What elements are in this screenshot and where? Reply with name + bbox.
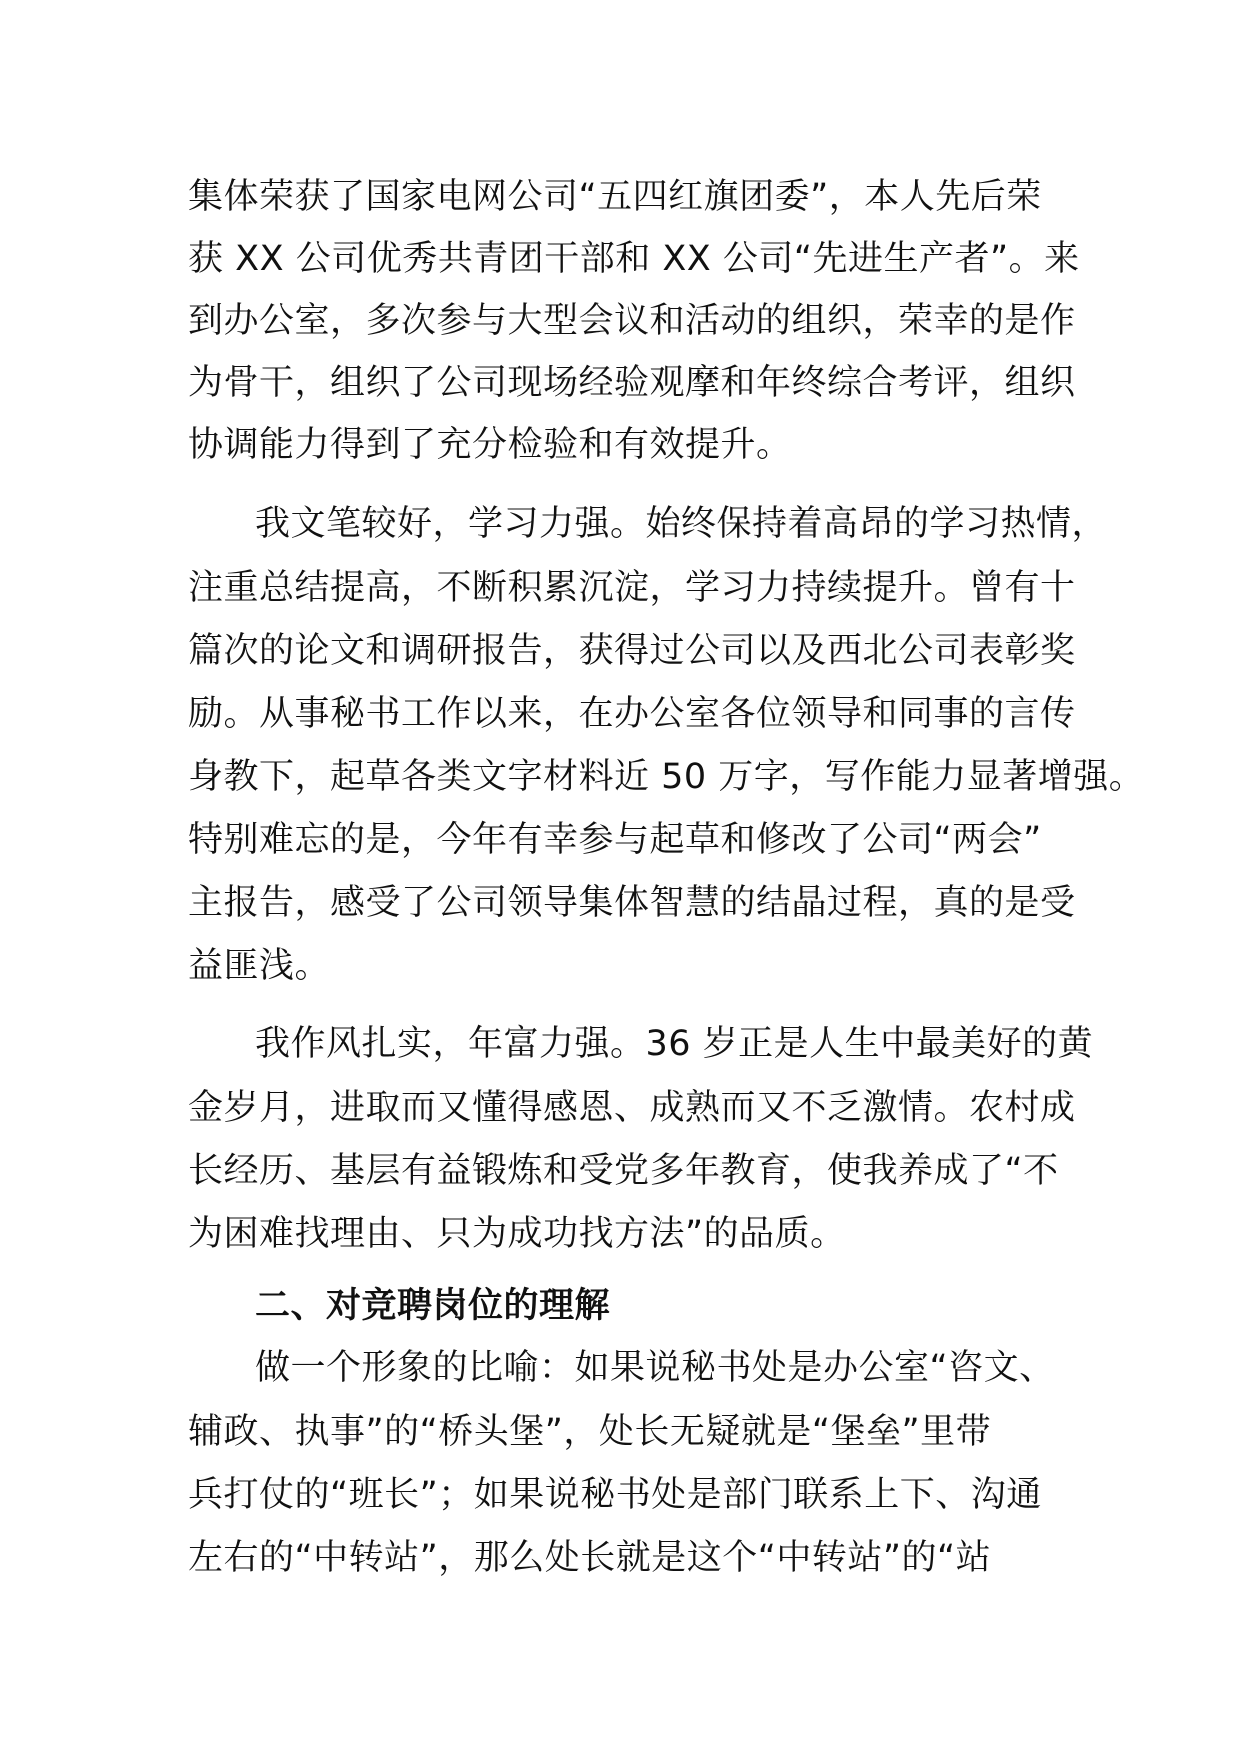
paragraph-line: 为困难找理由、只为成功找方法”的品质。: [188, 1214, 846, 1254]
paragraph-line: 为骨干，组织了公司现场经验观摩和年终综合考评，组织: [188, 363, 1076, 403]
section-heading: 二、对竞聘岗位的理解: [255, 1286, 611, 1326]
paragraph-line: 协调能力得到了充分检验和有效提升。: [188, 425, 792, 465]
paragraph-line: 篇次的论文和调研报告，获得过公司以及西北公司表彰奖: [188, 631, 1076, 671]
paragraph-line: 注重总结提高，不断积累沉淀，学习力持续提升。曾有十: [188, 568, 1076, 608]
paragraph-line: 特别难忘的是，今年有幸参与起草和修改了公司“两会”: [188, 820, 1042, 860]
paragraph-line: 集体荣获了国家电网公司“五四红旗团委”，本人先后荣: [188, 177, 1042, 217]
paragraph-first-line: 我文笔较好，学习力强。始终保持着高昂的学习热情，: [255, 504, 1108, 544]
paragraph-line: 身教下，起草各类文字材料近 50 万字，写作能力显著增强。: [188, 757, 1145, 797]
paragraph-line: 长经历、基层有益锻炼和受党多年教育，使我养成了“不: [188, 1151, 1059, 1191]
paragraph-line: 金岁月，进取而又懂得感恩、成熟而又不乏激情。农村成: [188, 1088, 1076, 1128]
paragraph-line: 益匪浅。: [188, 946, 331, 986]
paragraph-line: 辅政、执事”的“桥头堡”，处长无疑就是“堡垒”里带: [188, 1412, 992, 1452]
paragraph-first-line: 做一个形象的比喻：如果说秘书处是办公室“咨文、: [255, 1348, 1055, 1388]
paragraph-line: 兵打仗的“班长”；如果说秘书处是部门联系上下、沟通: [188, 1475, 1042, 1515]
paragraph-first-line: 我作风扎实，年富力强。36 岁正是人生中最美好的黄: [255, 1024, 1094, 1064]
paragraph-line: 主报告，感受了公司领导集体智慧的结晶过程，真的是受: [188, 883, 1076, 923]
paragraph-line: 左右的“中转站”，那么处长就是这个“中转站”的“站: [188, 1538, 992, 1578]
paragraph-line: 到办公室，多次参与大型会议和活动的组织，荣幸的是作: [188, 301, 1076, 341]
paragraph-line: 获 XX 公司优秀共青团干部和 XX 公司“先进生产者”。来: [188, 239, 1080, 279]
paragraph-line: 励。从事秘书工作以来，在办公室各位领导和同事的言传: [188, 694, 1076, 734]
